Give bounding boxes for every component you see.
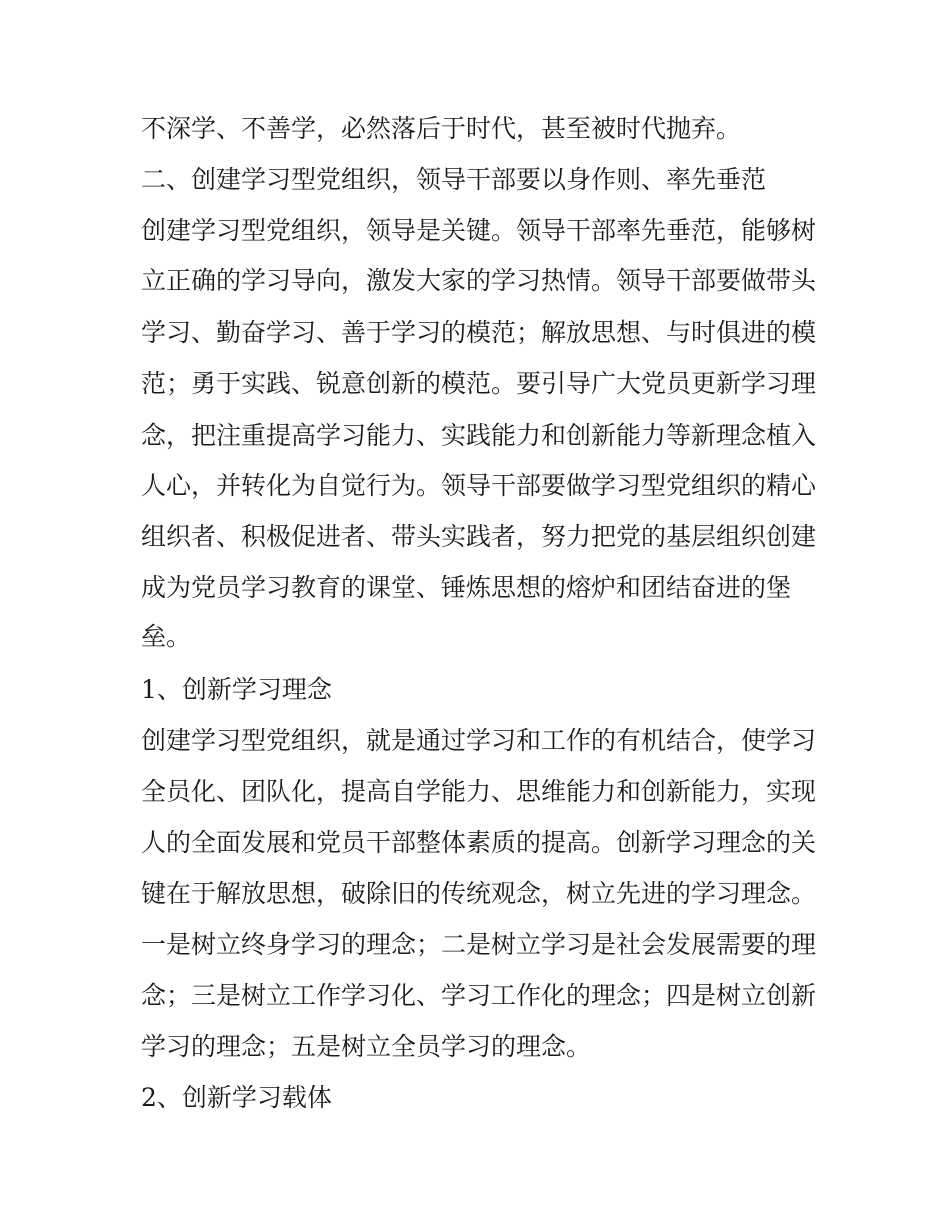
subsection-heading: 2、创新学习载体 bbox=[141, 1083, 332, 1112]
text-line: 范；勇于实践、锐意创新的模范。要引导广大党员更新学习理 bbox=[141, 369, 817, 398]
text-line: 念，把注重提高学习能力、实践能力和创新能力等新理念植入 bbox=[141, 421, 817, 450]
text-line: 垒。 bbox=[141, 622, 192, 651]
text-line: 键在于解放思想，破除旧的传统观念，树立先进的学习理念。 bbox=[141, 879, 817, 908]
text-line: 人心，并转化为自觉行为。领导干部要做学习型党组织的精心 bbox=[141, 471, 817, 500]
text-line: 组织者、积极促进者、带头实践者，努力把党的基层组织创建 bbox=[141, 522, 817, 551]
text-line: 立正确的学习导向，激发大家的学习热情。领导干部要做带头 bbox=[141, 266, 817, 295]
section-heading: 二、创建学习型党组织，领导干部要以身作则、率先垂范 bbox=[141, 165, 767, 194]
text-line: 创建学习型党组织，就是通过学习和工作的有机结合，使学习 bbox=[141, 726, 817, 755]
text-line: 人的全面发展和党员干部整体素质的提高。创新学习理念的关 bbox=[141, 828, 817, 857]
text-line: 全员化、团队化，提高自学能力、思维能力和创新能力，实现 bbox=[141, 777, 817, 806]
text-line: 不深学、不善学，必然落后于时代，甚至被时代抛弃。 bbox=[141, 114, 742, 143]
text-line: 创建学习型党组织，领导是关键。领导干部率先垂范，能够树 bbox=[141, 216, 817, 245]
text-line: 成为党员学习教育的课堂、锤炼思想的熔炉和团结奋进的堡 bbox=[141, 573, 792, 602]
text-line: 学习的理念；五是树立全员学习的理念。 bbox=[141, 1032, 592, 1061]
text-line: 一是树立终身学习的理念；二是树立学习是社会发展需要的理 bbox=[141, 930, 817, 959]
subsection-heading: 1、创新学习理念 bbox=[141, 675, 332, 704]
text-line: 念；三是树立工作学习化、学习工作化的理念；四是树立创新 bbox=[141, 981, 817, 1010]
text-line: 学习、勤奋学习、善于学习的模范；解放思想、与时俱进的模 bbox=[141, 318, 817, 347]
